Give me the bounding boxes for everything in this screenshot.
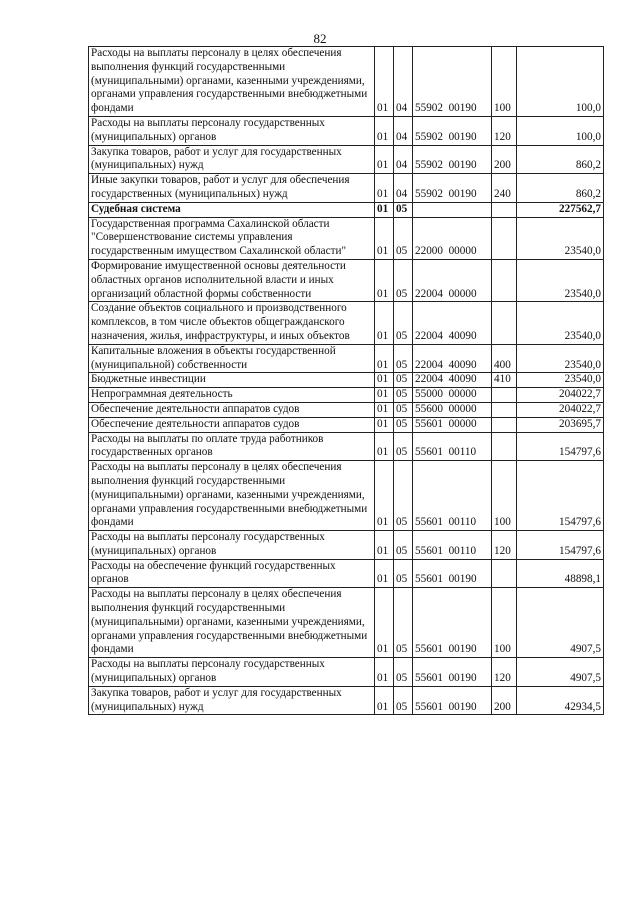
target-article-cell: 22004 40090: [413, 302, 492, 344]
row-name-cell: Государственная программа Сахалинской области "Совершенствование системы управления государственным имуществом Сахалинской области": [89, 217, 375, 259]
section-code-cell: 01: [375, 559, 394, 588]
subsection-code-cell: 05: [394, 373, 413, 388]
subsection-code-cell: 05: [394, 588, 413, 658]
subsection-code-cell: 05: [394, 686, 413, 715]
target-article-cell: 55902 00190: [413, 116, 492, 145]
subsection-code-cell: 05: [394, 461, 413, 531]
amount-cell: 860,2: [517, 174, 604, 203]
table-row: [89, 373, 604, 388]
section-code-cell: 01: [375, 145, 394, 174]
section-code-cell: 01: [375, 402, 394, 417]
table-row: [89, 531, 604, 560]
target-article-cell: 55902 00190: [413, 145, 492, 174]
subsection-code-cell: 05: [394, 432, 413, 461]
row-name-cell: Капитальные вложения в объекты государственной (муниципальной) собственности: [89, 344, 375, 373]
table-row: [89, 174, 604, 203]
amount-cell: 203695,7: [517, 417, 604, 432]
section-code-cell: 01: [375, 388, 394, 403]
page-number: 82: [313, 31, 327, 46]
table-row: [89, 116, 604, 145]
subsection-code-cell: 05: [394, 217, 413, 259]
target-article-cell: 55000 00000: [413, 388, 492, 403]
expense-type-cell: 400: [492, 344, 517, 373]
subsection-code-cell: 05: [394, 202, 413, 217]
subsection-code-cell: 05: [394, 402, 413, 417]
target-article-cell: 55902 00190: [413, 47, 492, 117]
section-code-cell: 01: [375, 202, 394, 217]
row-name-cell: Иные закупки товаров, работ и услуг для обеспечения государственных (муниципальных) нужд: [89, 174, 375, 203]
subsection-code-cell: 05: [394, 388, 413, 403]
expense-type-cell: [492, 302, 517, 344]
row-name-cell: Расходы на обеспечение функций государственных органов: [89, 559, 375, 588]
table-row: [89, 302, 604, 344]
target-article-cell: 55601 00110: [413, 531, 492, 560]
expense-type-cell: 200: [492, 145, 517, 174]
target-article-cell: 22000 00000: [413, 217, 492, 259]
target-article-cell: [413, 202, 492, 217]
amount-cell: 100,0: [517, 47, 604, 117]
target-article-cell: 22004 00000: [413, 259, 492, 301]
row-name-cell: Расходы на выплаты персоналу в целях обеспечения выполнения функций государственными (муниципальными) органами, казенными учреждениями, органами управления государственными внебюджетными фондами: [89, 47, 375, 117]
row-name-cell: Расходы на выплаты персоналу государственных (муниципальных) органов: [89, 658, 375, 687]
amount-cell: 227562,7: [517, 202, 604, 217]
table-row: [89, 559, 604, 588]
table-row: [89, 402, 604, 417]
expense-type-cell: 410: [492, 373, 517, 388]
row-name-cell: Расходы на выплаты персоналу в целях обеспечения выполнения функций государственными (муниципальными) органами, казенными учреждениями, органами управления государственными внебюджетными фондами: [89, 588, 375, 658]
section-code-cell: 01: [375, 588, 394, 658]
table-row: [89, 432, 604, 461]
row-name-cell: Обеспечение деятельности аппаратов судов: [89, 402, 375, 417]
target-article-cell: 55601 00000: [413, 417, 492, 432]
amount-cell: 860,2: [517, 145, 604, 174]
section-code-cell: 01: [375, 47, 394, 117]
subsection-code-cell: 05: [394, 344, 413, 373]
table-row: [89, 202, 604, 217]
target-article-cell: 55601 00190: [413, 686, 492, 715]
amount-cell: 42934,5: [517, 686, 604, 715]
target-article-cell: 55601 00110: [413, 432, 492, 461]
expense-type-cell: 100: [492, 461, 517, 531]
amount-cell: 154797,6: [517, 461, 604, 531]
expense-type-cell: [492, 202, 517, 217]
table-row: [89, 217, 604, 259]
expense-type-cell: [492, 432, 517, 461]
table-row: [89, 47, 604, 117]
table-row: [89, 658, 604, 687]
amount-cell: 4907,5: [517, 658, 604, 687]
section-code-cell: 01: [375, 259, 394, 301]
subsection-code-cell: 04: [394, 145, 413, 174]
subsection-code-cell: 05: [394, 259, 413, 301]
amount-cell: 23540,0: [517, 373, 604, 388]
amount-cell: 23540,0: [517, 217, 604, 259]
expense-type-cell: 120: [492, 116, 517, 145]
expense-type-cell: 100: [492, 47, 517, 117]
expense-type-cell: [492, 417, 517, 432]
row-name-cell: Расходы на выплаты персоналу государственных (муниципальных) органов: [89, 531, 375, 560]
row-name-cell: Создание объектов социального и производственного комплексов, в том числе объектов общегражданского назначения, жилья, инфраструктуры, и иных объектов: [89, 302, 375, 344]
subsection-code-cell: 04: [394, 47, 413, 117]
expense-type-cell: 200: [492, 686, 517, 715]
amount-cell: 204022,7: [517, 388, 604, 403]
amount-cell: 100,0: [517, 116, 604, 145]
target-article-cell: 22004 40090: [413, 344, 492, 373]
target-article-cell: 55601 00190: [413, 588, 492, 658]
amount-cell: 4907,5: [517, 588, 604, 658]
expense-type-cell: 100: [492, 588, 517, 658]
subsection-code-cell: 05: [394, 531, 413, 560]
row-name-cell: Закупка товаров, работ и услуг для государственных (муниципальных) нужд: [89, 686, 375, 715]
section-code-cell: 01: [375, 658, 394, 687]
amount-cell: 204022,7: [517, 402, 604, 417]
section-code-cell: 01: [375, 417, 394, 432]
expense-type-cell: [492, 259, 517, 301]
row-name-cell: Судебная система: [89, 202, 375, 217]
target-article-cell: 22004 40090: [413, 373, 492, 388]
table-row: [89, 388, 604, 403]
row-name-cell: Закупка товаров, работ и услуг для государственных (муниципальных) нужд: [89, 145, 375, 174]
expense-type-cell: [492, 388, 517, 403]
subsection-code-cell: 05: [394, 559, 413, 588]
amount-cell: 48898,1: [517, 559, 604, 588]
table-row: [89, 417, 604, 432]
row-name-cell: Расходы на выплаты персоналу в целях обеспечения выполнения функций государственными (муниципальными) органами, казенными учреждениями, органами управления государственными внебюджетными фондами: [89, 461, 375, 531]
row-name-cell: Непрограммная деятельность: [89, 388, 375, 403]
subsection-code-cell: 04: [394, 174, 413, 203]
subsection-code-cell: 04: [394, 116, 413, 145]
amount-cell: 23540,0: [517, 259, 604, 301]
budget-table: [88, 46, 604, 715]
target-article-cell: 55601 00190: [413, 658, 492, 687]
table-row: [89, 344, 604, 373]
expense-type-cell: 240: [492, 174, 517, 203]
row-name-cell: Формирование имущественной основы деятельности областных органов исполнительной власти и иных организаций областной формы собственности: [89, 259, 375, 301]
expense-type-cell: 120: [492, 531, 517, 560]
table-row: [89, 686, 604, 715]
target-article-cell: 55902 00190: [413, 174, 492, 203]
subsection-code-cell: 05: [394, 302, 413, 344]
section-code-cell: 01: [375, 432, 394, 461]
target-article-cell: 55601 00110: [413, 461, 492, 531]
row-name-cell: Обеспечение деятельности аппаратов судов: [89, 417, 375, 432]
section-code-cell: 01: [375, 302, 394, 344]
section-code-cell: 01: [375, 217, 394, 259]
row-name-cell: Бюджетные инвестиции: [89, 373, 375, 388]
expense-type-cell: 120: [492, 658, 517, 687]
subsection-code-cell: 05: [394, 658, 413, 687]
table-row: [89, 145, 604, 174]
subsection-code-cell: 05: [394, 417, 413, 432]
expense-type-cell: [492, 402, 517, 417]
section-code-cell: 01: [375, 174, 394, 203]
row-name-cell: Расходы на выплаты по оплате труда работников государственных органов: [89, 432, 375, 461]
table-row: [89, 259, 604, 301]
amount-cell: 23540,0: [517, 344, 604, 373]
table-row: [89, 588, 604, 658]
section-code-cell: 01: [375, 461, 394, 531]
table-row: [89, 461, 604, 531]
amount-cell: 154797,6: [517, 432, 604, 461]
expense-type-cell: [492, 559, 517, 588]
expense-type-cell: [492, 217, 517, 259]
section-code-cell: 01: [375, 116, 394, 145]
section-code-cell: 01: [375, 373, 394, 388]
target-article-cell: 55600 00000: [413, 402, 492, 417]
section-code-cell: 01: [375, 531, 394, 560]
target-article-cell: 55601 00190: [413, 559, 492, 588]
amount-cell: 23540,0: [517, 302, 604, 344]
amount-cell: 154797,6: [517, 531, 604, 560]
section-code-cell: 01: [375, 686, 394, 715]
section-code-cell: 01: [375, 344, 394, 373]
row-name-cell: Расходы на выплаты персоналу государственных (муниципальных) органов: [89, 116, 375, 145]
